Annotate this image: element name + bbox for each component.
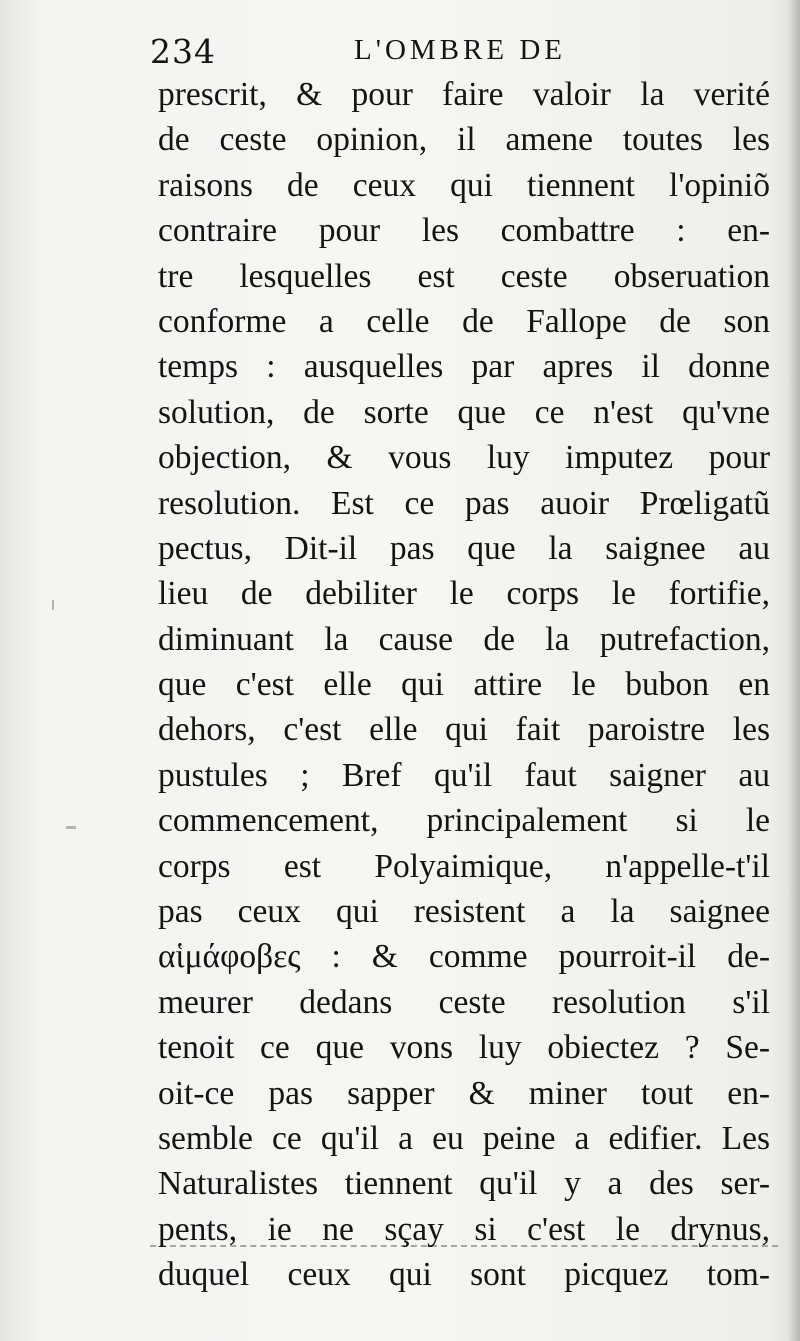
text-line: prescrit, & pour faire valoir la verité (158, 76, 770, 113)
text-line: tenoit ce que vons luy obiectez ? Se- (158, 1029, 770, 1067)
text-line: resolution. Est ce pas auoir Prœligatũ (158, 484, 770, 522)
text-line: pustules ; Bref qu'il faut saigner au (158, 756, 770, 794)
bottom-rule (150, 1245, 778, 1248)
running-title: L'OMBRE DE (354, 34, 566, 66)
text-line: oit-ce pas sapper & miner tout en- (158, 1074, 770, 1112)
text-line: tre lesquelles est ceste obseruation (158, 257, 770, 295)
text-line: Naturalistes tiennent qu'il y a des ser- (158, 1165, 770, 1203)
text-line: duquel ceux qui sont picquez tom- (158, 1256, 770, 1294)
gutter-shadow (788, 0, 800, 1341)
text-line: de ceste opinion, il amene toutes les (158, 121, 770, 159)
text-line: corps est Polyaimique, n'appelle-t'il (158, 847, 770, 885)
text-line: temps : ausquelles par apres il donne (158, 348, 770, 386)
text-line: pectus, Dit-il pas que la saignee au (158, 529, 770, 567)
page-number: 234 (150, 32, 216, 71)
text-line: conforme a celle de Fallope de son (158, 302, 770, 340)
text-line: meurer dedans ceste resolution s'il (158, 983, 770, 1021)
text-line: semble ce qu'il a eu peine a edifier. Les (158, 1119, 770, 1157)
text-line: diminuant la cause de la putrefaction, (158, 620, 770, 658)
text-line: raisons de ceux qui tiennent l'opiniõ (158, 166, 770, 204)
text-line: objection, & vous luy imputez pour (158, 439, 770, 477)
text-line: solution, de sorte que ce n'est qu'vne (158, 393, 770, 431)
body-text (158, 72, 770, 1298)
text-line: αἱμάφοβες : & comme pourroit-il de- (158, 938, 770, 976)
text-line: que c'est elle qui attire le bubon en (158, 666, 770, 704)
text-line: pas ceux qui resistent a la saignee (158, 893, 770, 931)
margin-mark (52, 600, 54, 610)
text-line: pents, ie ne sçay si c'est le drynus, (158, 1210, 770, 1248)
margin-mark (66, 826, 76, 829)
text-line: lieu de debiliter le corps le fortifie, (158, 575, 770, 613)
text-line: dehors, c'est elle qui fait paroistre les (158, 711, 770, 749)
text-line: commencement, principalement si le (158, 802, 770, 840)
text-line: contraire pour les combattre : en- (158, 212, 770, 250)
page-header (150, 22, 770, 74)
